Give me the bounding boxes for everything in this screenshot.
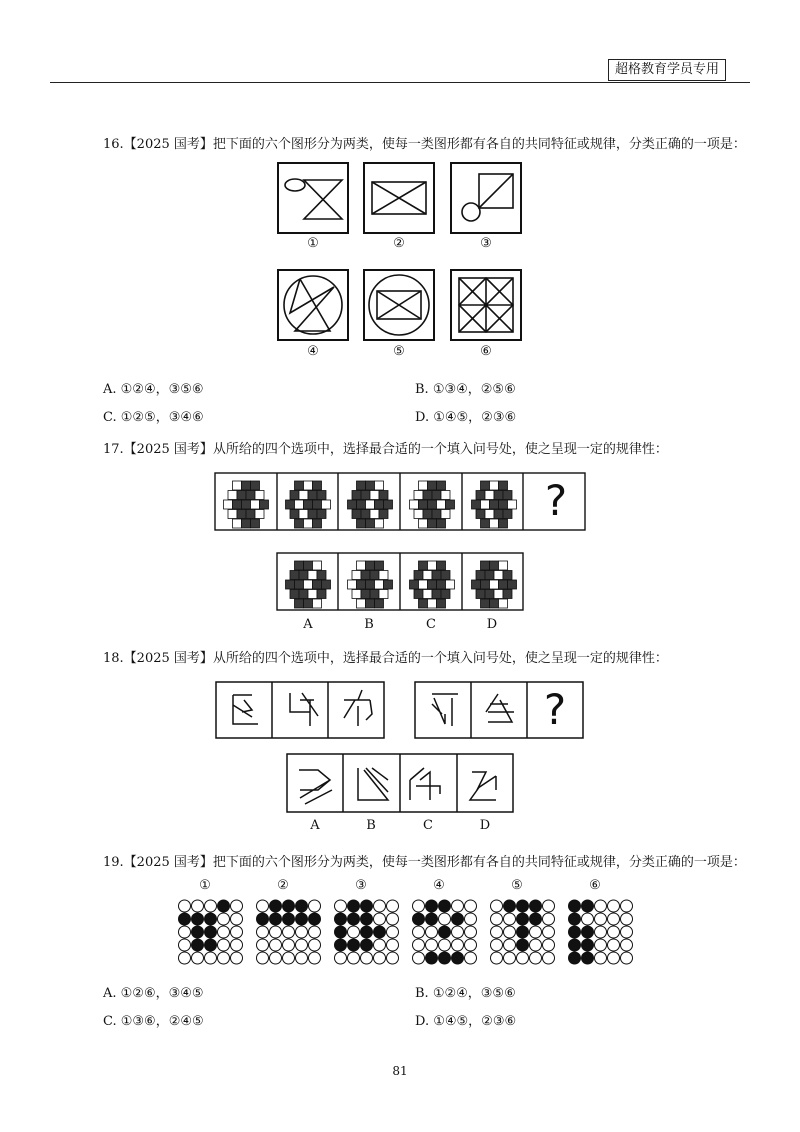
q17-option-a-label: A [303,617,313,632]
q19-dot [270,913,282,925]
q19-dot [491,913,503,925]
page-number: 81 [392,1064,408,1078]
q19-dot [335,952,347,964]
q19-dot [582,952,594,964]
q19-dot [517,926,529,938]
q16-label-6: ⑥ [480,344,492,359]
q19-dot [530,939,542,951]
q19-dot [296,913,308,925]
q19-dot [270,952,282,964]
q16-option-c: C. ①②⑤，③④⑥ [103,410,204,425]
q19-label-6: ⑥ [589,878,601,893]
q19-dot [270,926,282,938]
q19-dot [504,926,516,938]
q19-option-a: A. ①②⑥，③④⑤ [103,986,204,1001]
q19-dot [374,952,386,964]
q19-dot [231,900,243,912]
q19-dot [452,952,464,964]
q18-stem: 18.【2025 国考】从所给的四个选项中，选择最合适的一个填入问号处，使之呈现一定的规律性： [103,651,668,666]
q16-option-a: A. ①②④，③⑤⑥ [103,382,204,397]
q19-label-2: ② [277,878,289,893]
q19-dot [374,913,386,925]
q19-dot [348,926,360,938]
q19-dot [374,900,386,912]
q19-dot [426,913,438,925]
q19-grid-3 [335,900,399,964]
q17-option-d-label: D [486,617,498,632]
q19-dot [452,900,464,912]
q19-dot [621,952,633,964]
q19-dot [465,926,477,938]
q19-dot [426,926,438,938]
q19-dot [595,939,607,951]
q19-dot [439,913,451,925]
q19-dot [543,900,555,912]
q19-dot [361,926,373,938]
q19-dot [582,913,594,925]
q19-dot [374,939,386,951]
q19-dot [595,952,607,964]
q19-dot [192,952,204,964]
q19-dot [621,926,633,938]
q18-question-mark: ? [543,685,567,734]
q19-dot [413,939,425,951]
q19-dot [491,952,503,964]
q19-dot [569,913,581,925]
q18-option-a-label: A [310,818,320,833]
q19-dot [218,926,230,938]
q19-dot [192,939,204,951]
q19-dot [270,900,282,912]
q19-dot [270,939,282,951]
q19-grid-6 [569,900,633,964]
q19-dot [582,900,594,912]
q16-option-b: B. ①③④，②⑤⑥ [415,382,516,397]
q19-label-3: ③ [355,878,367,893]
q19-dot [608,939,620,951]
q19-dot [543,913,555,925]
q19-dot [348,939,360,951]
q19-dot [361,939,373,951]
q19-dot [530,926,542,938]
q19-dot [530,900,542,912]
q16-label-1: ① [307,236,319,251]
q19-dot [621,939,633,951]
q19-dot [335,926,347,938]
q19-dot [179,939,191,951]
q19-dot [582,939,594,951]
q19-dot [361,952,373,964]
q19-dot [582,926,594,938]
q19-dot [179,900,191,912]
q19-dot [517,939,529,951]
q19-grid-4 [413,900,477,964]
q19-dot [179,926,191,938]
q16-label-4: ④ [307,344,319,359]
q19-dot [218,900,230,912]
q19-dot [517,952,529,964]
q19-dot [309,913,321,925]
q19-grid-5 [491,900,555,964]
q19-dot [452,939,464,951]
q19-dot [309,952,321,964]
q19-dot [283,900,295,912]
q19-dot [608,913,620,925]
q19-dot [491,900,503,912]
q19-dot [335,939,347,951]
q18-option-c-label: C [423,818,433,833]
q19-dot [257,900,269,912]
q19-dot [335,900,347,912]
q19-dot [205,939,217,951]
q16-label-3: ③ [480,236,492,251]
q19-dot [257,952,269,964]
q19-dot [283,926,295,938]
q19-label-1: ① [199,878,211,893]
q19-dot [296,952,308,964]
q19-dot [361,913,373,925]
q19-dot [413,926,425,938]
q19-dot [205,900,217,912]
q17-option-b-label: B [364,617,374,632]
q17-question-mark: ? [544,476,568,525]
q19-dot [439,939,451,951]
q19-dot [426,952,438,964]
q19-dot [569,900,581,912]
q19-dot [192,913,204,925]
q19-dot [283,913,295,925]
q19-dot [569,952,581,964]
q19-dot [348,952,360,964]
q19-dot [439,952,451,964]
q19-dot [465,913,477,925]
q19-dot [517,913,529,925]
q19-dot [283,939,295,951]
q19-dot [504,952,516,964]
q17-stem: 17.【2025 国考】从所给的四个选项中，选择最合适的一个填入问号处，使之呈现一定的规律性： [103,442,668,457]
q19-dot [530,913,542,925]
q19-dot [309,926,321,938]
q19-dot [413,952,425,964]
q19-dot [465,900,477,912]
q19-dot [179,913,191,925]
q19-dot [621,913,633,925]
q19-dot [543,952,555,964]
q19-dot [257,926,269,938]
header-tag: 超格教育学员专用 [608,59,726,81]
q19-dot [465,952,477,964]
q19-dot [296,900,308,912]
q19-dot [179,952,191,964]
q19-dot [543,939,555,951]
q19-dot [296,926,308,938]
q19-dot [218,913,230,925]
q19-stem: 19.【2025 国考】把下面的六个图形分为两类，使每一类图形都有各自的共同特征或规律，分类正确的一项是： [103,855,746,870]
q19-dot [595,913,607,925]
q19-dot [374,926,386,938]
q19-grid-2 [257,900,321,964]
q19-grid-1 [179,900,243,964]
q19-dot [452,926,464,938]
q19-label-4: ④ [433,878,445,893]
q19-dot [387,900,399,912]
q19-dot [218,952,230,964]
q19-dot [569,939,581,951]
q19-dot [517,900,529,912]
q19-dot [621,900,633,912]
q19-dot [491,926,503,938]
q19-option-c: C. ①③⑥，②④⑤ [103,1014,204,1029]
q16-label-5: ⑤ [393,344,405,359]
q19-dot [387,926,399,938]
q19-dot [452,913,464,925]
q19-dot [439,900,451,912]
q19-dot [309,939,321,951]
q19-dot [608,926,620,938]
q19-dot [387,952,399,964]
q19-dot [439,926,451,938]
q19-dot [231,952,243,964]
q16-stem: 16.【2025 国考】把下面的六个图形分为两类，使每一类图形都有各自的共同特征或规律，分类正确的一项是： [103,137,746,152]
q19-option-b: B. ①②④，③⑤⑥ [415,986,516,1001]
q16-option-d: D. ①④⑤，②③⑥ [415,410,517,425]
q19-dot [309,900,321,912]
q19-label-5: ⑤ [511,878,523,893]
q19-dot [543,926,555,938]
q19-dot [283,952,295,964]
q17-option-c-label: C [426,617,436,632]
q19-dot [465,939,477,951]
q19-dot [491,939,503,951]
q19-dot [231,913,243,925]
q19-dot [608,952,620,964]
q19-dot [595,900,607,912]
q19-dot [426,939,438,951]
q19-dot [231,926,243,938]
q19-dot [205,952,217,964]
q19-dot [348,900,360,912]
q19-dot [192,900,204,912]
q19-dot [387,913,399,925]
q19-dot [218,939,230,951]
q18-option-b-label: B [366,818,376,833]
q19-dot [205,913,217,925]
q19-dot [530,952,542,964]
q19-dot [413,900,425,912]
q18-option-d-label: D [479,818,491,833]
q19-dot [504,900,516,912]
q19-dot [192,926,204,938]
q19-dot [348,913,360,925]
q19-dot [231,939,243,951]
q16-label-2: ② [393,236,405,251]
q19-dot [296,939,308,951]
q19-dot [426,900,438,912]
q19-dot [335,913,347,925]
q19-dot [569,926,581,938]
q19-dot [387,939,399,951]
q19-dot [257,939,269,951]
q19-dot [504,939,516,951]
q19-option-d: D. ①④⑤，②③⑥ [415,1014,517,1029]
q19-dot [595,926,607,938]
q19-dot [205,926,217,938]
q19-dot [413,913,425,925]
q19-dot [608,900,620,912]
q19-dot [504,913,516,925]
q19-dot [257,913,269,925]
q19-dot [361,900,373,912]
